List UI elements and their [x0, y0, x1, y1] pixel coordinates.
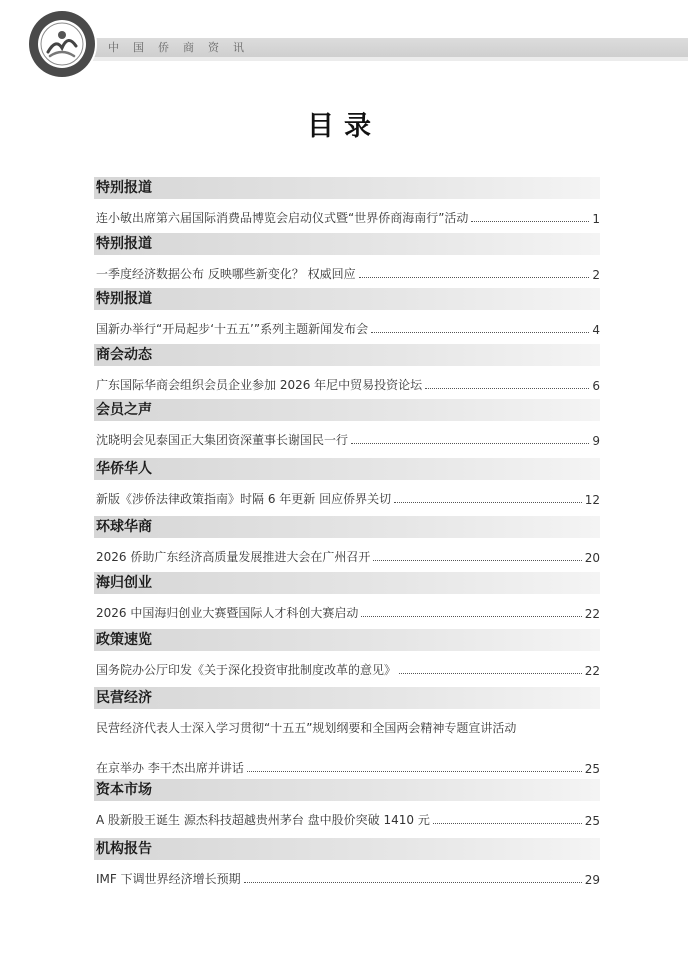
- section-title: 海归创业: [96, 575, 152, 591]
- toc-entry[interactable]: [96, 867, 600, 887]
- toc-entry-title: 2026 中国海归创业大赛暨国际人才科创大赛启动: [96, 606, 359, 620]
- toc-entry-title: 国务院办公厅印发《关于深化投资审批制度改革的意见》: [96, 663, 397, 677]
- dot-leader: [373, 559, 581, 561]
- toc-page-number: 25: [584, 762, 600, 776]
- toc-page-number: 12: [584, 493, 600, 507]
- toc-entry[interactable]: [96, 262, 600, 282]
- toc-page-number: 9: [592, 434, 600, 448]
- section-title: 特别报道: [96, 291, 152, 307]
- section-title: 环球华商: [96, 519, 152, 535]
- section-header: [94, 177, 600, 199]
- toc-page-number: 4: [592, 323, 600, 337]
- section-title: 会员之声: [96, 402, 152, 418]
- dot-leader: [433, 822, 582, 824]
- toc-page-number: 22: [584, 607, 600, 621]
- toc-entry-title: 连小敏出席第六届国际消费品博览会启动仪式暨“世界侨商海南行”活动: [96, 211, 469, 225]
- dot-leader: [425, 387, 589, 389]
- toc-page-number: 25: [584, 814, 600, 828]
- dot-leader: [247, 770, 582, 772]
- toc-page-number: 29: [584, 873, 600, 887]
- toc-entry-title: 新版《涉侨法律政策指南》时隔 6 年更新 回应侨界关切: [96, 492, 392, 506]
- toc-entry[interactable]: [96, 808, 600, 828]
- toc-entry[interactable]: [96, 373, 600, 393]
- toc-entry[interactable]: [96, 317, 600, 337]
- section-title: 华侨华人: [96, 461, 152, 477]
- toc-entry[interactable]: [96, 601, 600, 621]
- page-title: 目录: [307, 111, 381, 142]
- dot-leader: [244, 881, 582, 883]
- toc-page-number: 6: [592, 379, 600, 393]
- section-header: [94, 516, 600, 538]
- toc-entry[interactable]: [96, 716, 600, 736]
- toc-entry-title: IMF 下调世界经济增长预期: [96, 872, 241, 886]
- section-title: 民营经济: [96, 690, 152, 706]
- header-shade: [62, 57, 688, 61]
- section-header: [94, 399, 600, 421]
- toc-entry[interactable]: [96, 756, 600, 776]
- dot-leader: [399, 672, 582, 674]
- section-header: [94, 233, 600, 255]
- section-header: [94, 779, 600, 801]
- toc-entry-title: 国新办举行“开局起步‘十五五’”系列主题新闻发布会: [96, 322, 369, 336]
- toc-entry-title: 民营经济代表人士深入学习贯彻“十五五”规划纲要和全国两会精神专题宣讲活动: [96, 721, 517, 735]
- section-title: 特别报道: [96, 236, 152, 252]
- toc-entry-title: 一季度经济数据公布 反映哪些新变化？ 权威回应: [96, 267, 356, 281]
- toc-page-number: 1: [592, 212, 600, 226]
- dot-leader: [359, 276, 590, 278]
- section-header: [94, 288, 600, 310]
- toc-page-number: 22: [584, 664, 600, 678]
- section-title: 资本市场: [96, 782, 152, 798]
- chamber-logo-icon: [26, 8, 98, 80]
- dot-leader: [371, 331, 589, 333]
- section-title: 机构报告: [96, 841, 152, 857]
- dot-leader: [351, 442, 589, 444]
- section-header: [94, 572, 600, 594]
- section-header: [94, 687, 600, 709]
- section-header: [94, 344, 600, 366]
- toc-page-number: 2: [592, 268, 600, 282]
- toc-entry-title: 广东国际华商会组织会员企业参加 2026 年尼中贸易投资论坛: [96, 378, 423, 392]
- toc-page-number: 20: [584, 551, 600, 565]
- running-title: 中国侨商资讯: [108, 41, 258, 54]
- toc-entry-title: A 股新股王诞生 源杰科技超越贵州茅台 盘中股价突破 1410 元: [96, 813, 430, 827]
- toc-entry[interactable]: [96, 545, 600, 565]
- toc-entry-title: 在京举办 李干杰出席并讲话: [96, 761, 244, 775]
- dot-leader: [471, 220, 589, 222]
- section-header: [94, 629, 600, 651]
- toc-entry-title: 沈晓明会见泰国正大集团资深董事长谢国民一行: [96, 433, 349, 447]
- toc-entry[interactable]: [96, 428, 600, 448]
- toc-entry[interactable]: [96, 206, 600, 226]
- toc-entry[interactable]: [96, 658, 600, 678]
- dot-leader: [361, 615, 581, 617]
- toc-entry-title: 2026 侨助广东经济高质量发展推进大会在广州召开: [96, 550, 371, 564]
- section-header: [94, 458, 600, 480]
- section-title: 特别报道: [96, 180, 152, 196]
- section-header: [94, 838, 600, 860]
- section-title: 商会动态: [96, 347, 152, 363]
- section-title: 政策速览: [96, 632, 152, 648]
- toc-entry[interactable]: [96, 487, 600, 507]
- dot-leader: [394, 501, 582, 503]
